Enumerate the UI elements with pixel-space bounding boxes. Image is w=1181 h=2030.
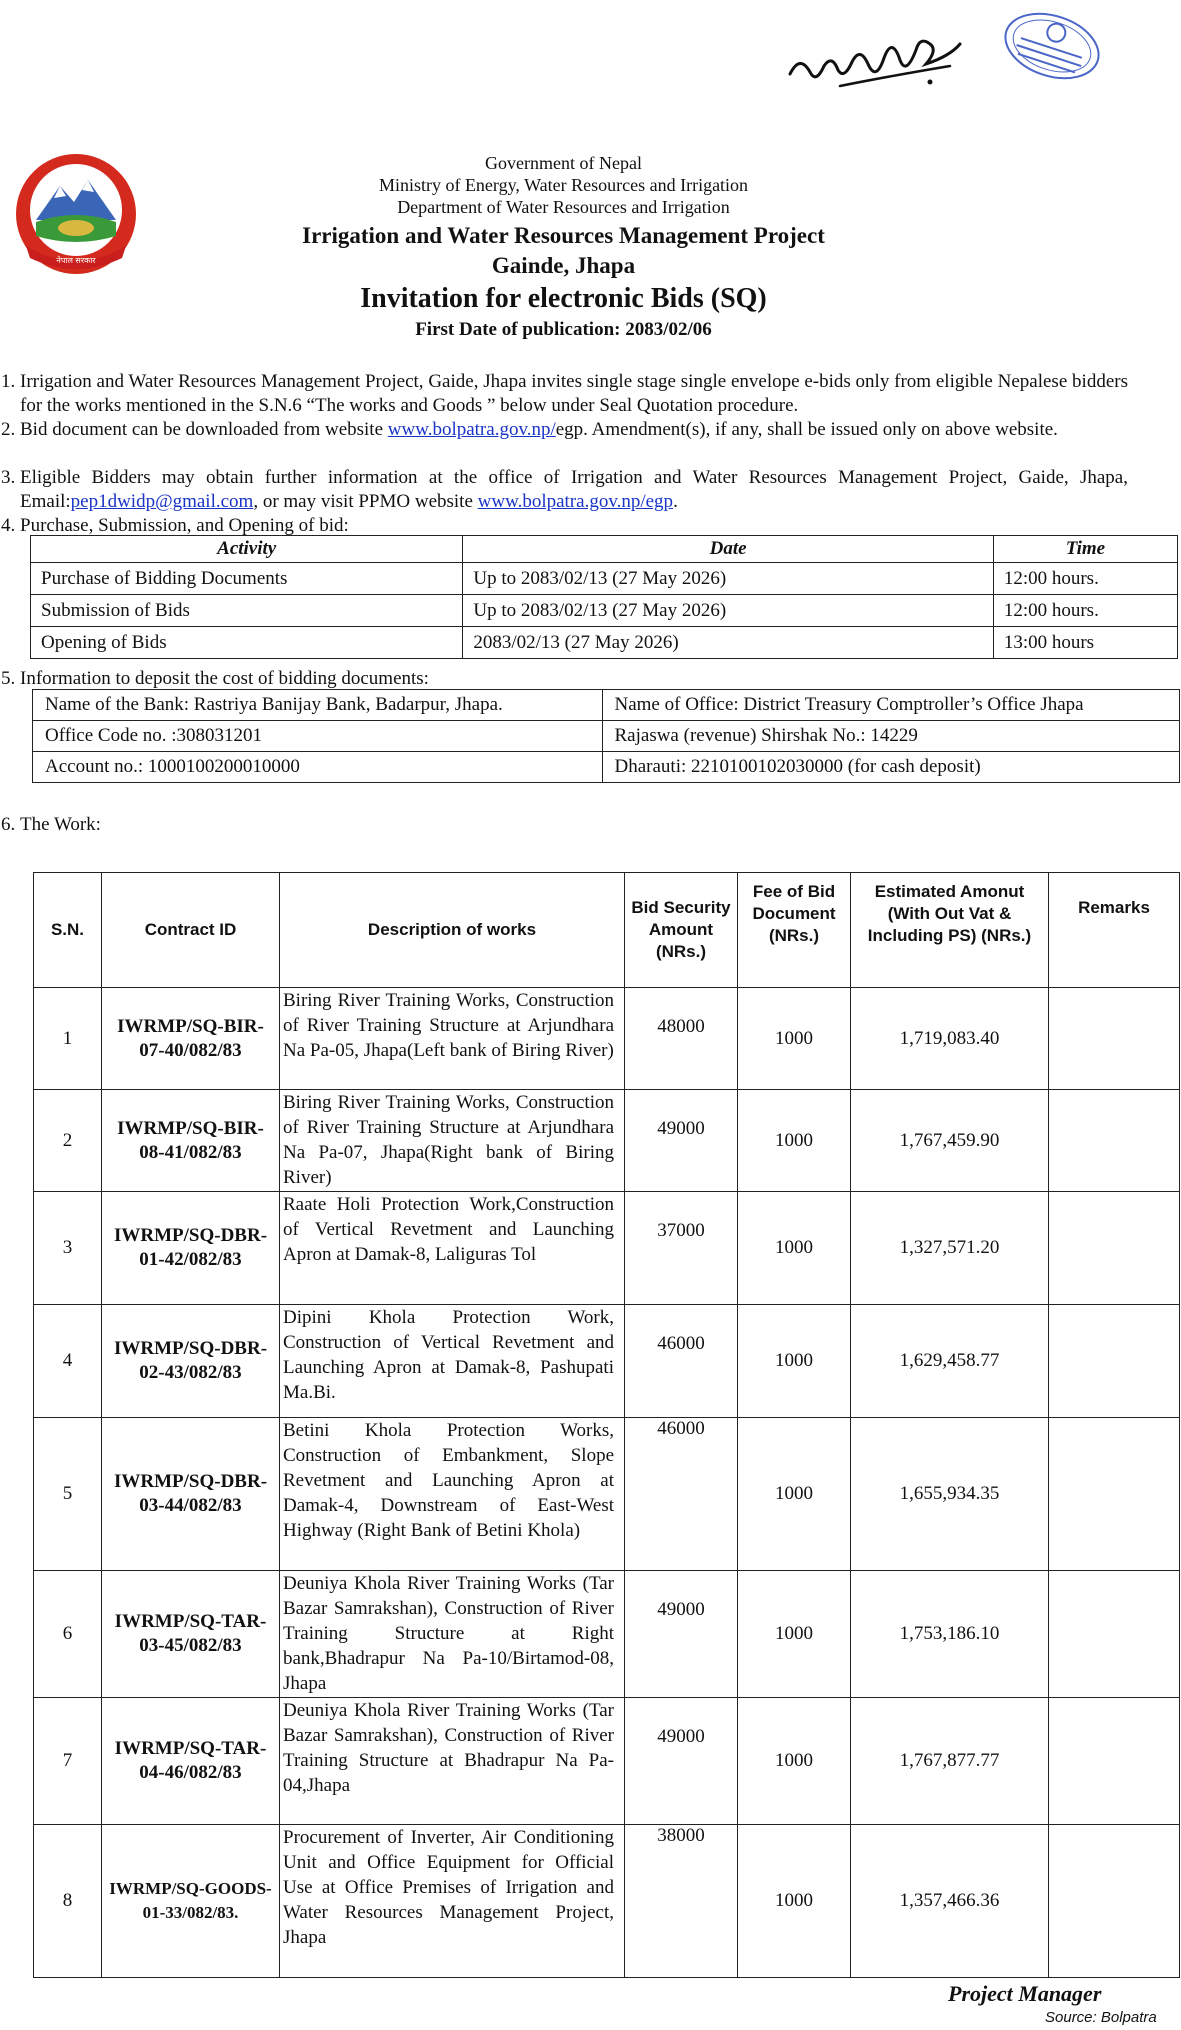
clause-number: 1. [1,371,16,392]
office-seal [996,8,1108,84]
bid-security-cell: 46000 [625,1305,738,1418]
fee-cell: 1000 [738,1571,851,1698]
handwritten-signature [780,14,970,104]
activity-cell: Opening of Bids [31,627,463,659]
contract-id-cell: IWRMP/SQ-DBR-01-42/082/83 [102,1192,280,1305]
remarks-cell [1049,1192,1180,1305]
bid-schedule-table [30,535,1178,659]
activity-cell: Purchase of Bidding Documents [31,563,463,595]
table-row [33,690,1180,721]
signatory-title: Project Manager [948,1981,1102,2006]
column-header: Contract ID [102,873,280,988]
activity-cell: Submission of Bids [31,595,463,627]
estimated-amount-cell: 1,357,466.36 [851,1825,1049,1978]
time-cell: 12:00 hours. [993,563,1177,595]
table-row [34,1825,1180,1978]
description-cell: Betini Khola Protection Works, Construction of Embankment, Slope Revetment and Launching Apron at Damak-4, Downstream of East-West Highway (Right Bank of Betini Khola) [280,1418,625,1571]
bank-cell: Name of Office: District Treasury Comptroller’s Office Jhapa [602,690,1180,721]
remarks-cell [1049,1305,1180,1418]
date-cell: 2083/02/13 (27 May 2026) [463,627,993,659]
clause-2 [1,418,1128,442]
remarks-cell [1049,1571,1180,1698]
clause-text: Irrigation and Water Resources Management Project, Gaide, Jhapa invites single stage single envelope e-bids only from eligible Nepalese bidders for the works mentioned in the S.N.6 “The works and Goods ” below under Seal Quotation procedure. [20,371,1128,416]
clause-number: 3. [1,467,16,488]
fee-cell: 1000 [738,988,851,1090]
contract-id-cell: IWRMP/SQ-DBR-02-43/082/83 [102,1305,280,1418]
fee-cell: 1000 [738,1698,851,1825]
contract-id-cell: IWRMP/SQ-TAR-04-46/082/83 [102,1698,280,1825]
fee-cell: 1000 [738,1305,851,1418]
clause-text-end: egp. Amendment(s), if any, shall be issued only on above website. [555,419,1058,440]
clause-1 [1,370,1128,418]
ppmo-link[interactable]: www.bolpatra.gov.np/egp [477,491,674,512]
remarks-cell [1049,1698,1180,1825]
column-header: Fee of Bid Document (NRs.) [738,873,851,988]
column-header: Activity [31,536,463,563]
column-header: S.N. [34,873,102,988]
clause-text-middle: , or may visit PPMO website [253,491,478,512]
contract-id-cell: IWRMP/SQ-DBR-03-44/082/83 [102,1418,280,1571]
column-header: Estimated Amonut (With Out Vat & Including PS) (NRs.) [851,873,1049,988]
bank-info-table [32,689,1180,783]
remarks-cell [1049,1090,1180,1192]
description-cell: Biring River Training Works, Construction of River Training Structure at Arjundhara Na Pa-05, Jhapa(Left bank of Biring River) [280,988,625,1090]
table-row [34,988,1180,1090]
fee-cell: 1000 [738,1418,851,1571]
publication-date: First Date of publication: 2083/02/06 [415,319,712,340]
table-row [33,752,1180,783]
table-row [31,563,1178,595]
clause-text: Purchase, Submission, and Opening of bid: [20,515,349,536]
clause-number: 6. [1,814,16,835]
department-title: Department of Water Resources and Irrigation [397,197,730,217]
clause-text: The Work: [20,814,101,835]
sn-cell: 4 [34,1305,102,1418]
invitation-title: Invitation for electronic Bids (SQ) [360,283,767,314]
table-header-row [34,873,1180,988]
sn-cell: 8 [34,1825,102,1978]
bid-security-cell: 37000 [625,1192,738,1305]
table-row [34,1571,1180,1698]
contract-id-cell: IWRMP/SQ-TAR-03-45/082/83 [102,1571,280,1698]
fee-cell: 1000 [738,1825,851,1978]
date-cell: Up to 2083/02/13 (27 May 2026) [463,563,993,595]
estimated-amount-cell: 1,767,877.77 [851,1698,1049,1825]
description-cell: Biring River Training Works, Construction of River Training Structure at Arjundhara Na Pa-07, Jhapa(Right bank of Biring River) [280,1090,625,1192]
bank-cell: Office Code no. :308031201 [33,721,603,752]
table-row [34,1418,1180,1571]
bid-security-cell: 38000 [625,1825,738,1978]
description-cell: Dipini Khola Protection Work, Construction of Vertical Revetment and Launching Apron at Damak-8, Pashupati Ma.Bi. [280,1305,625,1418]
clause-text: Bid document can be downloaded from website [20,419,388,440]
clause-text: Eligible Bidders may obtain further information at the office of Irrigation and Water Resources Management Project, Gaide, Jhapa, Email: [20,467,1128,512]
clause-5 [1,667,1128,691]
sn-cell: 5 [34,1418,102,1571]
ministry-title: Ministry of Energy, Water Resources and Irrigation [378,175,749,195]
table-header-row [31,536,1178,563]
email-link[interactable]: pep1dwidp@gmail.com [70,491,254,512]
estimated-amount-cell: 1,767,459.90 [851,1090,1049,1192]
clause-number: 5. [1,668,16,689]
table-row [34,1192,1180,1305]
column-header: Date [463,536,993,563]
remarks-cell [1049,988,1180,1090]
contract-id-cell: IWRMP/SQ-BIR-08-41/082/83 [102,1090,280,1192]
bank-cell: Name of the Bank: Rastriya Banijay Bank, Badarpur, Jhapa. [33,690,603,721]
bid-security-cell: 46000 [625,1418,738,1571]
project-location: Gainde, Jhapa [491,253,636,278]
bid-security-cell: 49000 [625,1698,738,1825]
clause-number: 4. [1,515,16,536]
description-cell: Deuniya Khola River Training Works (Tar Bazar Samrakshan), Construction of River Training Structure at Bhadrapur Na Pa-04,Jhapa [280,1698,625,1825]
svg-text:नेपाल सरकार: नेपाल सरकार [56,256,96,265]
estimated-amount-cell: 1,719,083.40 [851,988,1049,1090]
description-cell: Raate Holi Protection Work,Construction of Vertical Revetment and Launching Apron at Damak-8, Laliguras Tol [280,1192,625,1305]
works-table [33,872,1180,1978]
bid-security-cell: 49000 [625,1571,738,1698]
table-row [34,1090,1180,1192]
time-cell: 13:00 hours [993,627,1177,659]
description-cell: Deuniya Khola River Training Works (Tar Bazar Samrakshan), Construction of River Training Structure at Right bank,Bhadrapur Na Pa-10/Birtamod-08, Jhapa [280,1571,625,1698]
bid-security-cell: 48000 [625,988,738,1090]
source-credit: Source: Bolpatra [1045,2009,1157,2026]
table-row [34,1305,1180,1418]
table-row [33,721,1180,752]
estimated-amount-cell: 1,753,186.10 [851,1571,1049,1698]
column-header: Remarks [1049,873,1180,988]
column-header: Bid Security Amount (NRs.) [625,873,738,988]
clause-text-end: . [673,491,678,512]
estimated-amount-cell: 1,327,571.20 [851,1192,1049,1305]
date-cell: Up to 2083/02/13 (27 May 2026) [463,595,993,627]
bolpatra-link[interactable]: www.bolpatra.gov.np/ [387,419,556,440]
time-cell: 12:00 hours. [993,595,1177,627]
estimated-amount-cell: 1,655,934.35 [851,1418,1049,1571]
bank-cell: Account no.: 1000100200010000 [33,752,603,783]
contract-id-cell: IWRMP/SQ-GOODS-01-33/082/83. [102,1825,280,1978]
clause-text: Information to deposit the cost of bidding documents: [20,668,429,689]
table-row [31,627,1178,659]
column-header: Time [993,536,1177,563]
clause-6 [1,813,1128,837]
description-cell: Procurement of Inverter, Air Conditioning Unit and Office Equipment for Official Use at Office Premises of Irrigation and Water Resources Management Project, Jhapa [280,1825,625,1978]
table-row [31,595,1178,627]
contract-id-cell: IWRMP/SQ-BIR-07-40/082/83 [102,988,280,1090]
sn-cell: 1 [34,988,102,1090]
bank-cell: Dharauti: 2210100102030000 (for cash deposit) [602,752,1180,783]
remarks-cell [1049,1825,1180,1978]
sn-cell: 3 [34,1192,102,1305]
clause-3 [1,466,1128,514]
sn-cell: 2 [34,1090,102,1192]
project-title: Irrigation and Water Resources Management Project [302,223,825,248]
government-title: Government of Nepal [485,153,642,173]
sn-cell: 6 [34,1571,102,1698]
estimated-amount-cell: 1,629,458.77 [851,1305,1049,1418]
clause-number: 2. [1,419,16,440]
bid-security-cell: 49000 [625,1090,738,1192]
table-row [34,1698,1180,1825]
remarks-cell [1049,1418,1180,1571]
bank-cell: Rajaswa (revenue) Shirshak No.: 14229 [602,721,1180,752]
sn-cell: 7 [34,1698,102,1825]
fee-cell: 1000 [738,1192,851,1305]
fee-cell: 1000 [738,1090,851,1192]
column-header: Description of works [280,873,625,988]
